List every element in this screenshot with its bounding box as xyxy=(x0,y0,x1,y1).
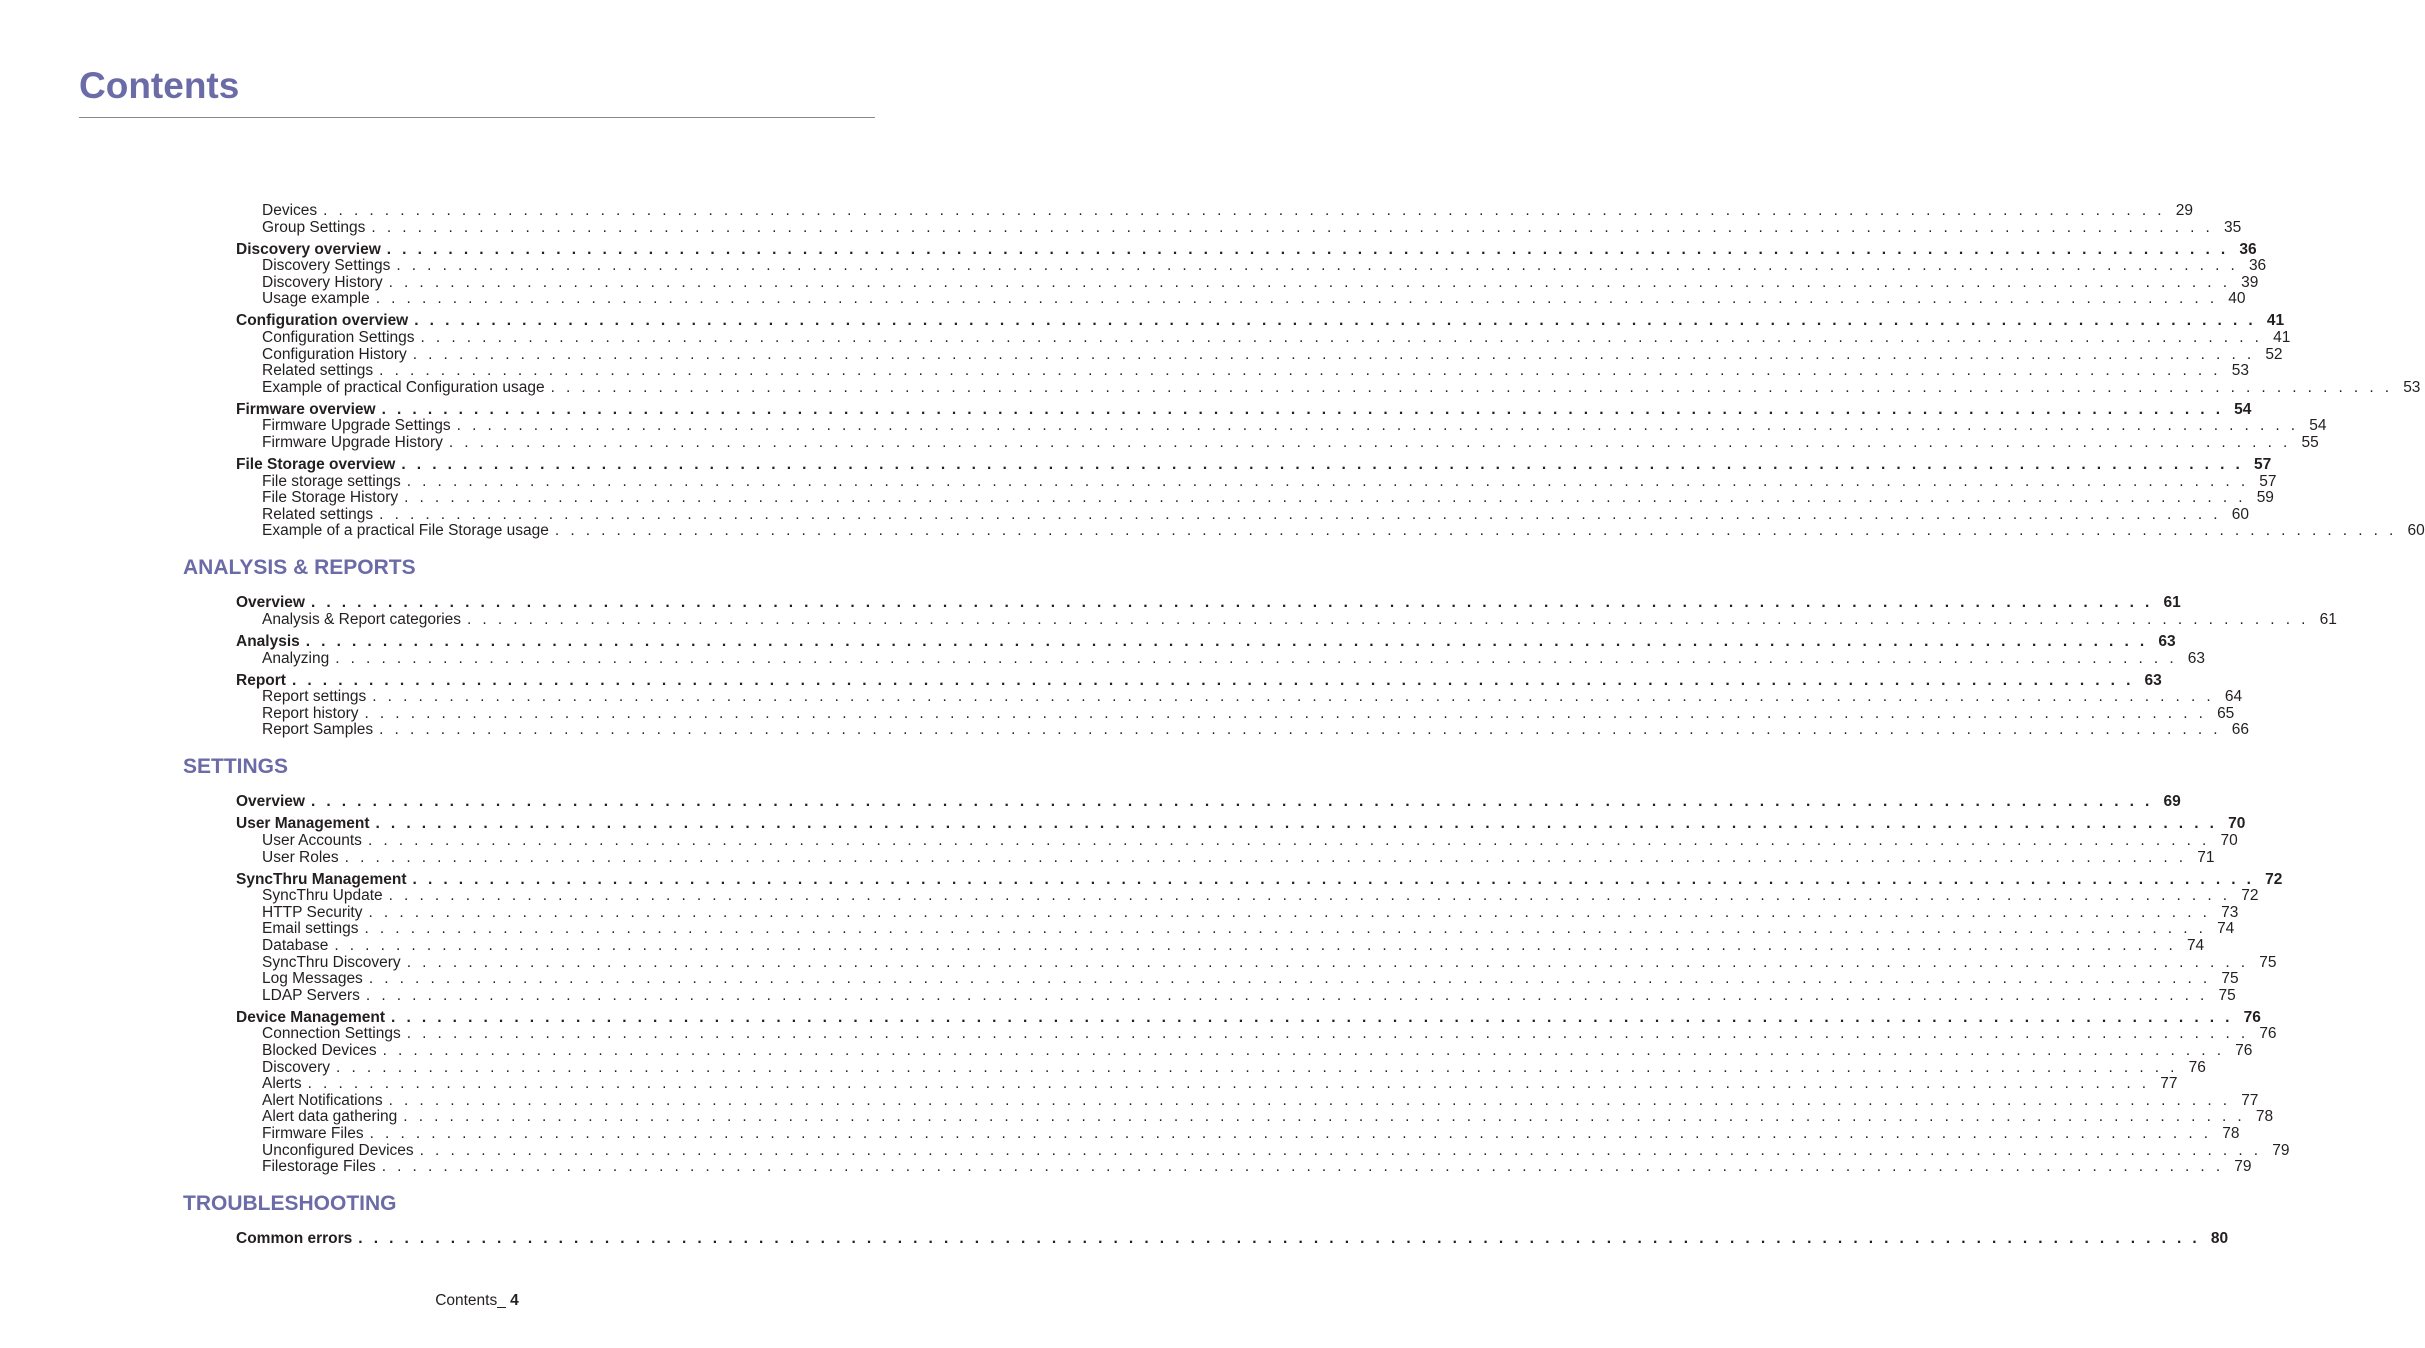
toc-entry-label: Report settings xyxy=(262,688,367,706)
toc-entry-main[interactable] xyxy=(236,594,2181,612)
toc-entry-page-number: 63 xyxy=(2144,671,2162,689)
toc-entry-page-number: 60 xyxy=(2231,505,2249,523)
toc-entry-sub[interactable] xyxy=(262,953,2277,971)
toc-entry-page-number: 53 xyxy=(2403,378,2421,396)
page-footer xyxy=(0,1292,954,1310)
toc-entry-sub[interactable] xyxy=(262,887,2259,905)
dot-leader: . . . . . . . . . . . . . . . . . . . . . . . . . . . . . . . . . . . . . . . . . . . . . . . . . . . . . . . . . . . . . . . . . . . . . . . . . . . . . . . . . . . . . . . . . . . . . . . . . . . . . . . . . . . . . . . . . . . . . . . . xyxy=(404,489,2246,507)
toc-entry-label: Firmware Upgrade Settings xyxy=(262,417,451,435)
toc-entry-sub[interactable] xyxy=(262,611,2337,628)
toc-entry-sub[interactable] xyxy=(262,1058,2206,1076)
dot-leader: . . . . . . . . . . . . . . . . . . . . . . . . . . . . . . . . . . . . . . . . . . . . . . . . . . . . . . . . . . . . . . . . . . . . . . . . . . . . . . . . . . . . . . . . . . . . . . . . . . . . . . . . . . . . . . . . . . . . . . . . xyxy=(310,594,2153,612)
section-heading: SETTINGS xyxy=(183,755,289,779)
toc-entry-page-number: 74 xyxy=(2186,937,2205,954)
dot-leader: . . . . . . . . . . . . . . . . . . . . . . . . . . . . . . . . . . . . . . . . . . . . . . . . . . . . . . . . . . . . . . . . . . . . . . . . . . . . . . . . . . . . . . . . . . . . . . . . . . . . . . . . . . . . . . . . . . . . . . . . xyxy=(406,472,2249,490)
dot-leader: . . . . . . . . . . . . . . . . . . . . . . . . . . . . . . . . . . . . . . . . . . . . . . . . . . . . . . . . . . . . . . . . . . . . . . . . . . . . . . . . . . . . . . . . . . . . . . . . . . . . . . . . . . . . . . . . . . . . . . . . xyxy=(401,456,2244,473)
toc-entry-sub[interactable] xyxy=(262,362,2249,380)
dot-leader: . . . . . . . . . . . . . . . . . . . . . . . . . . . . . . . . . . . . . . . . . . . . . . . . . . . . . . . . . . . . . . . . . . . . . . . . . . . . . . . . . . . . . . . . . . . . . . . . . . . . . . . . . . . . . . . . . . . . . . . . xyxy=(382,1042,2225,1059)
toc-entry-page-number: 77 xyxy=(2160,1075,2178,1093)
toc-entry-page-number: 65 xyxy=(2217,704,2235,722)
toc-entry-sub[interactable] xyxy=(262,848,2215,866)
toc-entry-sub[interactable] xyxy=(262,505,2249,523)
toc-entry-sub[interactable] xyxy=(262,434,2319,451)
toc-entry-page-number: 78 xyxy=(2222,1125,2240,1142)
toc-entry-sub[interactable] xyxy=(262,832,2238,849)
dot-leader: . . . . . . . . . . . . . . . . . . . . . . . . . . . . . . . . . . . . . . . . . . . . . . . . . . . . . . . . . . . . . . . . . . . . . . . . . . . . . . . . . . . . . . . . . . . . . . . . . . . . . . . . . . . . . . . . . . . . . . . . xyxy=(371,218,2214,236)
toc-entry-sub[interactable] xyxy=(262,257,2267,275)
dot-leader: . . . . . . . . . . . . . . . . . . . . . . . . . . . . . . . . . . . . . . . . . . . . . . . . . . . . . . . . . . . . . . . . . . . . . . . . . . . . . . . . . . . . . . . . . . . . . . . . . . . . . . . . . . . . . . . . . . . . . . . . xyxy=(375,290,2218,308)
toc-entry-label: SyncThru Discovery xyxy=(262,953,401,971)
dot-leader: . . . . . . . . . . . . . . . . . . . . . . . . . . . . . . . . . . . . . . . . . . . . . . . . . . . . . . . . . . . . . . . . . . . . . . . . . . . . . . . . . . . . . . . . . . . . . . . . . . . . . . . . . . . . . . . . . . . . . . . . xyxy=(358,1230,2201,1248)
toc-entry-page-number: 53 xyxy=(2231,362,2249,380)
dot-leader: . . . . . . . . . . . . . . . . . . . . . . . . . . . . . . . . . . . . . . . . . . . . . . . . . . . . . . . . . . . . . . . . . . . . . . . . . . . . . . . . . . . . . . . . . . . . . . . . . . . . . . . . . . . . . . . . . . . . . . . . xyxy=(368,970,2211,988)
toc-entry-label: Connection Settings xyxy=(262,1025,401,1043)
toc-entry-label: File Storage overview xyxy=(236,456,396,473)
toc-entry-label: Log Messages xyxy=(262,970,363,988)
toc-entry-page-number: 76 xyxy=(2235,1042,2253,1059)
toc-entry-label: Configuration History xyxy=(262,345,407,363)
toc-entry-sub[interactable] xyxy=(262,937,2205,954)
toc-entry-sub[interactable] xyxy=(262,378,2421,396)
dot-leader: . . . . . . . . . . . . . . . . . . . . . . . . . . . . . . . . . . . . . . . . . . . . . . . . . . . . . . . . . . . . . . . . . . . . . . . . . . . . . . . . . . . . . . . . . . . . . . . . . . . . . . . . . . . . . . . . . . . . . . . . xyxy=(554,522,2397,540)
dot-leader: . . . . . . . . . . . . . . . . . . . . . . . . . . . . . . . . . . . . . . . . . . . . . . . . . . . . . . . . . . . . . . . . . . . . . . . . . . . . . . . . . . . . . . . . . . . . . . . . . . . . . . . . . . . . . . . . . . . . . . . . xyxy=(379,505,2221,523)
toc-entry-sub[interactable] xyxy=(262,202,2193,219)
toc-entry-label: Firmware Files xyxy=(262,1125,364,1142)
dot-leader: . . . . . . . . . . . . . . . . . . . . . . . . . . . . . . . . . . . . . . . . . . . . . . . . . . . . . . . . . . . . . . . . . . . . . . . . . . . . . . . . . . . . . . . . . . . . . . . . . . . . . . . . . . . . . . . . . . . . . . . . xyxy=(550,378,2393,396)
toc-entry-page-number: 75 xyxy=(2259,953,2277,971)
toc-entry-sub[interactable] xyxy=(262,417,2327,435)
dot-leader: . . . . . . . . . . . . . . . . . . . . . . . . . . . . . . . . . . . . . . . . . . . . . . . . . . . . . . . . . . . . . . . . . . . . . . . . . . . . . . . . . . . . . . . . . . . . . . . . . . . . . . . . . . . . . . . . . . . . . . . . xyxy=(291,671,2134,689)
dot-leader: . . . . . . . . . . . . . . . . . . . . . . . . . . . . . . . . . . . . . . . . . . . . . . . . . . . . . . . . . . . . . . . . . . . . . . . . . . . . . . . . . . . . . . . . . . . . . . . . . . . . . . . . . . . . . . . . . . . . . . . . xyxy=(334,937,2177,954)
toc-entry-page-number: 63 xyxy=(2187,649,2206,667)
toc-entry-page-number: 40 xyxy=(2228,290,2246,308)
dot-leader: . . . . . . . . . . . . . . . . . . . . . . . . . . . . . . . . . . . . . . . . . . . . . . . . . . . . . . . . . . . . . . . . . . . . . . . . . . . . . . . . . . . . . . . . . . . . . . . . . . . . . . . . . . . . . . . . . . . . . . . . xyxy=(419,1141,2262,1159)
toc-entry-label: Unconfigured Devices xyxy=(262,1141,414,1159)
toc-entry-label: Example of a practical File Storage usage xyxy=(262,522,549,540)
dot-leader: . . . . . . . . . . . . . . . . . . . . . . . . . . . . . . . . . . . . . . . . . . . . . . . . . . . . . . . . . . . . . . . . . . . . . . . . . . . . . . . . . . . . . . . . . . . . . . . . . . . . . . . . . . . . . . . . . . . . . . . . xyxy=(305,633,2148,650)
toc-entry-main[interactable] xyxy=(236,456,2272,473)
toc-entry-page-number: 54 xyxy=(2234,400,2252,418)
toc-entry-sub[interactable] xyxy=(262,1108,2274,1126)
toc-entry-sub[interactable] xyxy=(262,1075,2178,1093)
toc-entry-label: Discovery Settings xyxy=(262,257,391,275)
toc-entry-page-number: 57 xyxy=(2253,456,2272,473)
dot-leader: . . . . . . . . . . . . . . . . . . . . . . . . . . . . . . . . . . . . . . . . . . . . . . . . . . . . . . . . . . . . . . . . . . . . . . . . . . . . . . . . . . . . . . . . . . . . . . . . . . . . . . . . . . . . . . . . . . . . . . . . xyxy=(367,832,2210,849)
dot-leader: . . . . . . . . . . . . . . . . . . . . . . . . . . . . . . . . . . . . . . . . . . . . . . . . . . . . . . . . . . . . . . . . . . . . . . . . . . . . . . . . . . . . . . . . . . . . . . . . . . . . . . . . . . . . . . . . . . . . . . . . xyxy=(310,793,2153,811)
toc-entry-sub[interactable] xyxy=(262,920,2235,938)
toc-entry-sub[interactable] xyxy=(262,1141,2290,1159)
toc-entry-page-number: 41 xyxy=(2273,329,2291,346)
toc-entry-page-number: 70 xyxy=(2228,815,2246,833)
toc-entry-page-number: 41 xyxy=(2266,312,2285,330)
toc-entry-page-number: 36 xyxy=(2248,257,2267,275)
toc-entry-page-number: 52 xyxy=(2265,345,2283,363)
toc-entry-main[interactable] xyxy=(236,1008,2261,1026)
toc-entry-label: Report Samples xyxy=(262,721,374,739)
toc-entry-page-number: 80 xyxy=(2210,1230,2229,1248)
toc-entry-label: Related settings xyxy=(262,362,374,380)
toc-entry-label: Overview xyxy=(236,793,305,811)
toc-entry-page-number: 76 xyxy=(2259,1025,2277,1043)
toc-entry-page-number: 76 xyxy=(2243,1008,2261,1026)
toc-entry-label: Report history xyxy=(262,704,359,722)
toc-entry-page-number: 71 xyxy=(2197,848,2215,866)
dot-leader: . . . . . . . . . . . . . . . . . . . . . . . . . . . . . . . . . . . . . . . . . . . . . . . . . . . . . . . . . . . . . . . . . . . . . . . . . . . . . . . . . . . . . . . . . . . . . . . . . . . . . . . . . . . . . . . . . . . . . . . . xyxy=(379,721,2221,739)
toc-entry-main[interactable] xyxy=(236,633,2176,650)
toc-entry-sub[interactable] xyxy=(262,489,2274,507)
toc-entry-sub[interactable] xyxy=(262,721,2249,739)
toc-entry-label: Analyzing xyxy=(262,649,330,667)
toc-entry-label: Example of practical Configuration usage xyxy=(262,378,545,396)
toc-entry-sub[interactable] xyxy=(262,1025,2277,1043)
dot-leader: . . . . . . . . . . . . . . . . . . . . . . . . . . . . . . . . . . . . . . . . . . . . . . . . . . . . . . . . . . . . . . . . . . . . . . . . . . . . . . . . . . . . . . . . . . . . . . . . . . . . . . . . . . . . . . . . . . . . . . . . xyxy=(388,887,2231,905)
dot-leader: . . . . . . . . . . . . . . . . . . . . . . . . . . . . . . . . . . . . . . . . . . . . . . . . . . . . . . . . . . . . . . . . . . . . . . . . . . . . . . . . . . . . . . . . . . . . . . . . . . . . . . . . . . . . . . . . . . . . . . . . xyxy=(307,1075,2150,1093)
toc-entry-label: Devices xyxy=(262,202,318,219)
toc-entry-sub[interactable] xyxy=(262,649,2206,667)
toc-entry-label: Device Management xyxy=(236,1008,386,1026)
toc-entry-label: Alert Notifications xyxy=(262,1091,383,1109)
toc-entry-label: LDAP Servers xyxy=(262,986,360,1004)
toc-entry-page-number: 72 xyxy=(2241,887,2259,905)
toc-entry-main[interactable] xyxy=(236,793,2181,811)
dot-leader: . . . . . . . . . . . . . . . . . . . . . . . . . . . . . . . . . . . . . . . . . . . . . . . . . . . . . . . . . . . . . . . . . . . . . . . . . . . . . . . . . . . . . . . . . . . . . . . . . . . . . . . . . . . . . . . . . . . . . . . . xyxy=(381,1158,2224,1176)
toc-entry-label: Alert data gathering xyxy=(262,1108,398,1126)
toc-entry-label: Usage example xyxy=(262,290,370,308)
toc-entry-page-number: 72 xyxy=(2265,870,2283,888)
toc-entry-main[interactable] xyxy=(236,870,2283,888)
toc-entry-page-number: 66 xyxy=(2231,721,2249,739)
title-rule xyxy=(79,117,875,118)
toc-entry-label: Firmware Upgrade History xyxy=(262,434,443,451)
dot-leader: . . . . . . . . . . . . . . . . . . . . . . . . . . . . . . . . . . . . . . . . . . . . . . . . . . . . . . . . . . . . . . . . . . . . . . . . . . . . . . . . . . . . . . . . . . . . . . . . . . . . . . . . . . . . . . . . . . . . . . . . xyxy=(375,815,2218,833)
toc-entry-label: User Roles xyxy=(262,848,339,866)
toc-entry-main[interactable] xyxy=(236,240,2257,258)
toc-entry-page-number: 36 xyxy=(2239,240,2257,258)
dot-leader: . . . . . . . . . . . . . . . . . . . . . . . . . . . . . . . . . . . . . . . . . . . . . . . . . . . . . . . . . . . . . . . . . . . . . . . . . . . . . . . . . . . . . . . . . . . . . . . . . . . . . . . . . . . . . . . . . . . . . . . . xyxy=(448,434,2291,451)
toc-entry-label: SyncThru Update xyxy=(262,887,383,905)
toc-entry-label: File storage settings xyxy=(262,472,401,490)
dot-leader: . . . . . . . . . . . . . . . . . . . . . . . . . . . . . . . . . . . . . . . . . . . . . . . . . . . . . . . . . . . . . . . . . . . . . . . . . . . . . . . . . . . . . . . . . . . . . . . . . . . . . . . . . . . . . . . . . . . . . . . . xyxy=(365,986,2208,1004)
toc-entry-label: User Accounts xyxy=(262,832,362,849)
toc-entry-label: Discovery overview xyxy=(236,240,381,258)
toc-entry-sub[interactable] xyxy=(262,290,2246,308)
toc-entry-main[interactable] xyxy=(236,815,2246,833)
dot-leader: . . . . . . . . . . . . . . . . . . . . . . . . . . . . . . . . . . . . . . . . . . . . . . . . . . . . . . . . . . . . . . . . . . . . . . . . . . . . . . . . . . . . . . . . . . . . . . . . . . . . . . . . . . . . . . . . . . . . . . . . xyxy=(364,920,2207,938)
dot-leader: . . . . . . . . . . . . . . . . . . . . . . . . . . . . . . . . . . . . . . . . . . . . . . . . . . . . . . . . . . . . . . . . . . . . . . . . . . . . . . . . . . . . . . . . . . . . . . . . . . . . . . . . . . . . . . . . . . . . . . . . xyxy=(414,312,2257,330)
toc-entry-page-number: 59 xyxy=(2256,489,2274,507)
toc-entry-page-number: 75 xyxy=(2221,970,2239,988)
toc-entry-sub[interactable] xyxy=(262,218,2242,236)
toc-entry-label: HTTP Security xyxy=(262,903,363,921)
dot-leader: . . . . . . . . . . . . . . . . . . . . . . . . . . . . . . . . . . . . . . . . . . . . . . . . . . . . . . . . . . . . . . . . . . . . . . . . . . . . . . . . . . . . . . . . . . . . . . . . . . . . . . . . . . . . . . . . . . . . . . . . xyxy=(391,1008,2233,1026)
toc-entry-sub[interactable] xyxy=(262,1091,2259,1109)
dot-leader: . . . . . . . . . . . . . . . . . . . . . . . . . . . . . . . . . . . . . . . . . . . . . . . . . . . . . . . . . . . . . . . . . . . . . . . . . . . . . . . . . . . . . . . . . . . . . . . . . . . . . . . . . . . . . . . . . . . . . . . . xyxy=(323,202,2165,219)
toc-entry-page-number: 76 xyxy=(2188,1058,2206,1076)
toc-entry-label: SyncThru Management xyxy=(236,870,407,888)
toc-entry-label: Database xyxy=(262,937,329,954)
dot-leader: . . . . . . . . . . . . . . . . . . . . . . . . . . . . . . . . . . . . . . . . . . . . . . . . . . . . . . . . . . . . . . . . . . . . . . . . . . . . . . . . . . . . . . . . . . . . . . . . . . . . . . . . . . . . . . . . . . . . . . . . xyxy=(381,400,2224,418)
toc-entry-label: File Storage History xyxy=(262,489,399,507)
toc-entry-page-number: 75 xyxy=(2218,986,2236,1004)
toc-entry-sub[interactable] xyxy=(262,345,2283,363)
dot-leader: . . . . . . . . . . . . . . . . . . . . . . . . . . . . . . . . . . . . . . . . . . . . . . . . . . . . . . . . . . . . . . . . . . . . . . . . . . . . . . . . . . . . . . . . . . . . . . . . . . . . . . . . . . . . . . . . . . . . . . . . xyxy=(344,848,2187,866)
toc-entry-sub[interactable] xyxy=(262,1125,2240,1142)
toc-entry-label: Group Settings xyxy=(262,218,366,236)
toc-entry-sub[interactable] xyxy=(262,1158,2252,1176)
dot-leader: . . . . . . . . . . . . . . . . . . . . . . . . . . . . . . . . . . . . . . . . . . . . . . . . . . . . . . . . . . . . . . . . . . . . . . . . . . . . . . . . . . . . . . . . . . . . . . . . . . . . . . . . . . . . . . . . . . . . . . . . xyxy=(456,417,2299,435)
dot-leader: . . . . . . . . . . . . . . . . . . . . . . . . . . . . . . . . . . . . . . . . . . . . . . . . . . . . . . . . . . . . . . . . . . . . . . . . . . . . . . . . . . . . . . . . . . . . . . . . . . . . . . . . . . . . . . . . . . . . . . . . xyxy=(467,611,2309,628)
dot-leader: . . . . . . . . . . . . . . . . . . . . . . . . . . . . . . . . . . . . . . . . . . . . . . . . . . . . . . . . . . . . . . . . . . . . . . . . . . . . . . . . . . . . . . . . . . . . . . . . . . . . . . . . . . . . . . . . . . . . . . . . xyxy=(335,649,2178,667)
toc-entry-label: Configuration overview xyxy=(236,312,409,330)
toc-entry-label: Email settings xyxy=(262,920,359,938)
toc-entry-page-number: 69 xyxy=(2163,793,2181,811)
dot-leader: . . . . . . . . . . . . . . . . . . . . . . . . . . . . . . . . . . . . . . . . . . . . . . . . . . . . . . . . . . . . . . . . . . . . . . . . . . . . . . . . . . . . . . . . . . . . . . . . . . . . . . . . . . . . . . . . . . . . . . . . xyxy=(386,240,2229,258)
toc-entry-label: Analysis & Report categories xyxy=(262,611,462,628)
toc-entry-label: Overview xyxy=(236,594,305,612)
toc-entry-page-number: 60 xyxy=(2407,522,2425,540)
toc-entry-sub[interactable] xyxy=(262,273,2259,291)
toc-entry-page-number: 79 xyxy=(2272,1141,2290,1159)
dot-leader: . . . . . . . . . . . . . . . . . . . . . . . . . . . . . . . . . . . . . . . . . . . . . . . . . . . . . . . . . . . . . . . . . . . . . . . . . . . . . . . . . . . . . . . . . . . . . . . . . . . . . . . . . . . . . . . . . . . . . . . . xyxy=(388,273,2231,291)
dot-leader: . . . . . . . . . . . . . . . . . . . . . . . . . . . . . . . . . . . . . . . . . . . . . . . . . . . . . . . . . . . . . . . . . . . . . . . . . . . . . . . . . . . . . . . . . . . . . . . . . . . . . . . . . . . . . . . . . . . . . . . . xyxy=(403,1108,2246,1126)
toc-entry-page-number: 79 xyxy=(2234,1158,2252,1176)
dot-leader: . . . . . . . . . . . . . . . . . . . . . . . . . . . . . . . . . . . . . . . . . . . . . . . . . . . . . . . . . . . . . . . . . . . . . . . . . . . . . . . . . . . . . . . . . . . . . . . . . . . . . . . . . . . . . . . . . . . . . . . . xyxy=(412,345,2255,363)
toc-entry-page-number: 63 xyxy=(2158,633,2176,650)
toc-entry-sub[interactable] xyxy=(262,688,2243,706)
toc-entry-page-number: 77 xyxy=(2241,1091,2259,1109)
toc-entry-sub[interactable] xyxy=(262,472,2277,490)
dot-leader: . . . . . . . . . . . . . . . . . . . . . . . . . . . . . . . . . . . . . . . . . . . . . . . . . . . . . . . . . . . . . . . . . . . . . . . . . . . . . . . . . . . . . . . . . . . . . . . . . . . . . . . . . . . . . . . . . . . . . . . . xyxy=(368,903,2211,921)
toc-entry-page-number: 70 xyxy=(2220,832,2238,849)
dot-leader: . . . . . . . . . . . . . . . . . . . . . . . . . . . . . . . . . . . . . . . . . . . . . . . . . . . . . . . . . . . . . . . . . . . . . . . . . . . . . . . . . . . . . . . . . . . . . . . . . . . . . . . . . . . . . . . . . . . . . . . . xyxy=(364,704,2207,722)
toc-entry-label: Blocked Devices xyxy=(262,1042,377,1059)
dot-leader: . . . . . . . . . . . . . . . . . . . . . . . . . . . . . . . . . . . . . . . . . . . . . . . . . . . . . . . . . . . . . . . . . . . . . . . . . . . . . . . . . . . . . . . . . . . . . . . . . . . . . . . . . . . . . . . . . . . . . . . . xyxy=(379,362,2221,380)
dot-leader: . . . . . . . . . . . . . . . . . . . . . . . . . . . . . . . . . . . . . . . . . . . . . . . . . . . . . . . . . . . . . . . . . . . . . . . . . . . . . . . . . . . . . . . . . . . . . . . . . . . . . . . . . . . . . . . . . . . . . . . . xyxy=(406,1025,2249,1043)
dot-leader: . . . . . . . . . . . . . . . . . . . . . . . . . . . . . . . . . . . . . . . . . . . . . . . . . . . . . . . . . . . . . . . . . . . . . . . . . . . . . . . . . . . . . . . . . . . . . . . . . . . . . . . . . . . . . . . . . . . . . . . . xyxy=(396,257,2239,275)
toc-entry-page-number: 73 xyxy=(2221,903,2239,921)
toc-entry-sub[interactable] xyxy=(262,903,2239,921)
toc-entry-page-number: 29 xyxy=(2175,202,2193,219)
toc-entry-label: User Management xyxy=(236,815,370,833)
section-heading: TROUBLESHOOTING xyxy=(183,1192,397,1216)
toc-entry-label: Related settings xyxy=(262,505,374,523)
dot-leader: . . . . . . . . . . . . . . . . . . . . . . . . . . . . . . . . . . . . . . . . . . . . . . . . . . . . . . . . . . . . . . . . . . . . . . . . . . . . . . . . . . . . . . . . . . . . . . . . . . . . . . . . . . . . . . . . . . . . . . . . xyxy=(420,329,2263,346)
toc-entry-label: Configuration Settings xyxy=(262,329,415,346)
section-heading: ANALYSIS & REPORTS xyxy=(183,556,416,580)
page-title: Contents xyxy=(79,65,240,106)
toc-entry-page-number: 61 xyxy=(2163,594,2181,612)
toc-entry-sub[interactable] xyxy=(262,986,2236,1004)
dot-leader: . . . . . . . . . . . . . . . . . . . . . . . . . . . . . . . . . . . . . . . . . . . . . . . . . . . . . . . . . . . . . . . . . . . . . . . . . . . . . . . . . . . . . . . . . . . . . . . . . . . . . . . . . . . . . . . . . . . . . . . . xyxy=(372,688,2215,706)
dot-leader: . . . . . . . . . . . . . . . . . . . . . . . . . . . . . . . . . . . . . . . . . . . . . . . . . . . . . . . . . . . . . . . . . . . . . . . . . . . . . . . . . . . . . . . . . . . . . . . . . . . . . . . . . . . . . . . . . . . . . . . . xyxy=(369,1125,2212,1142)
dot-leader: . . . . . . . . . . . . . . . . . . . . . . . . . . . . . . . . . . . . . . . . . . . . . . . . . . . . . . . . . . . . . . . . . . . . . . . . . . . . . . . . . . . . . . . . . . . . . . . . . . . . . . . . . . . . . . . . . . . . . . . . xyxy=(388,1091,2231,1109)
toc-entry-main[interactable] xyxy=(236,312,2285,330)
toc-entry-label: Common errors xyxy=(236,1230,353,1248)
toc-entry-main[interactable] xyxy=(236,671,2162,689)
toc-entry-sub[interactable] xyxy=(262,1042,2253,1059)
toc-entry-label: Alerts xyxy=(262,1075,302,1093)
dot-leader: . . . . . . . . . . . . . . . . . . . . . . . . . . . . . . . . . . . . . . . . . . . . . . . . . . . . . . . . . . . . . . . . . . . . . . . . . . . . . . . . . . . . . . . . . . . . . . . . . . . . . . . . . . . . . . . . . . . . . . . . xyxy=(412,870,2255,888)
toc-entry-page-number: 64 xyxy=(2224,688,2243,706)
toc-entry-label: Discovery xyxy=(262,1058,331,1076)
toc-entry-sub[interactable] xyxy=(262,970,2239,988)
dot-leader: . . . . . . . . . . . . . . . . . . . . . . . . . . . . . . . . . . . . . . . . . . . . . . . . . . . . . . . . . . . . . . . . . . . . . . . . . . . . . . . . . . . . . . . . . . . . . . . . . . . . . . . . . . . . . . . . . . . . . . . . xyxy=(336,1058,2178,1076)
toc-entry-page-number: 61 xyxy=(2319,611,2337,628)
toc-entry-sub[interactable] xyxy=(262,704,2235,722)
toc-entry-page-number: 55 xyxy=(2301,434,2319,451)
toc-entry-label: Report xyxy=(236,671,286,689)
toc-entry-sub[interactable] xyxy=(262,522,2425,540)
toc-entry-main[interactable] xyxy=(236,400,2252,418)
footer-page-number: 4 xyxy=(510,1292,519,1309)
footer-label: Contents_ xyxy=(435,1292,506,1309)
toc-entry-page-number: 78 xyxy=(2255,1108,2274,1126)
toc-entry-page-number: 39 xyxy=(2241,273,2259,291)
dot-leader: . . . . . . . . . . . . . . . . . . . . . . . . . . . . . . . . . . . . . . . . . . . . . . . . . . . . . . . . . . . . . . . . . . . . . . . . . . . . . . . . . . . . . . . . . . . . . . . . . . . . . . . . . . . . . . . . . . . . . . . . xyxy=(406,953,2249,971)
toc-entry-page-number: 74 xyxy=(2217,920,2235,938)
toc-entry-label: Analysis xyxy=(236,633,300,650)
toc-entry-main[interactable] xyxy=(236,1230,2229,1248)
toc-entry-page-number: 57 xyxy=(2259,472,2277,490)
toc-entry-label: Firmware overview xyxy=(236,400,376,418)
toc-entry-label: Discovery History xyxy=(262,273,383,291)
toc-entry-page-number: 35 xyxy=(2223,218,2242,236)
toc-entry-sub[interactable] xyxy=(262,329,2291,346)
toc-entry-page-number: 54 xyxy=(2309,417,2327,435)
toc-entry-label: Filestorage Files xyxy=(262,1158,376,1176)
